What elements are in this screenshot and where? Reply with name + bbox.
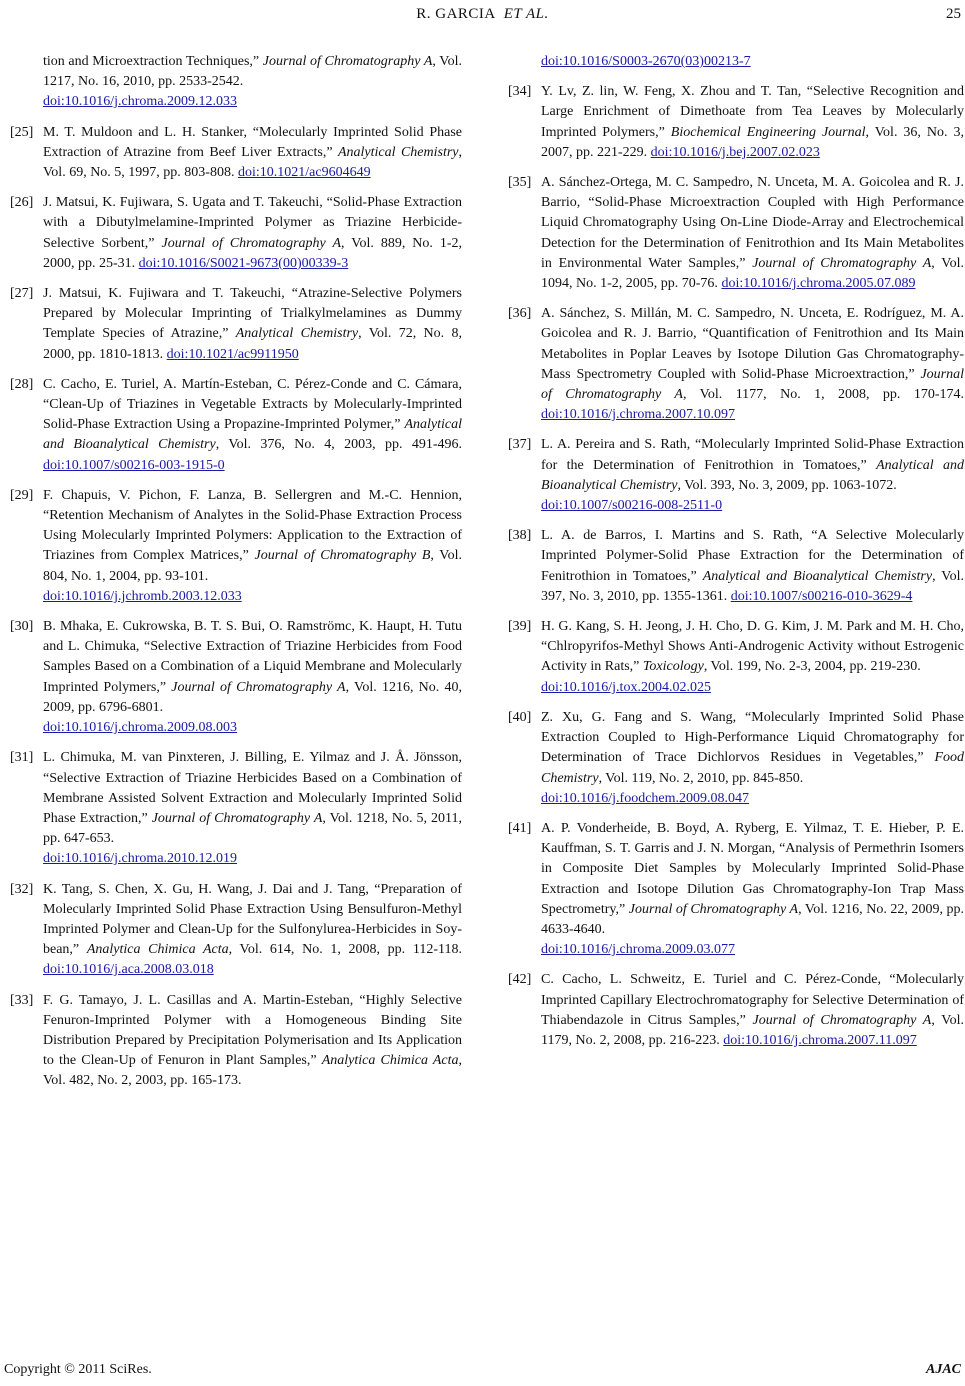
reference-entry: [10, 52, 462, 113]
reference-number: [35]: [508, 175, 532, 191]
doi-link[interactable]: doi:10.1016/j.chroma.2009.12.033: [43, 94, 238, 110]
page-footer: [4, 1362, 961, 1382]
reference-journal: Journal of Chromatography A: [151, 810, 323, 826]
reference-number: [39]: [508, 619, 532, 635]
right-column: [508, 52, 964, 1061]
reference-entry: [508, 82, 964, 163]
reference-journal: Journal of Chromatography A: [541, 366, 964, 403]
doi-link[interactable]: doi:10.1007/s00216-010-3629-4: [730, 588, 913, 604]
reference-details: , Vol. 397, No. 3, 2010, pp. 1355-1361.: [541, 568, 964, 604]
reference-number: [41]: [508, 820, 532, 836]
reference-entry: [508, 173, 964, 294]
reference-journal: Analytical and Bioanalytical Chemistry: [541, 457, 964, 493]
reference-authors-title: J. Matsui, K. Fujiwara and T. Takeuchi, “Atrazine-Selective Polymers Prepared by Molecular Imprinting of Trialkylmelamines as Dummy Template Species of Atrazine,”: [43, 286, 462, 342]
reference-authors-title: tion and Microextraction Techniques,”: [43, 54, 263, 69]
reference-authors-title: Z. Xu, G. Fang and S. Wang, “Molecularly Imprinted Solid Phase Extraction Coupled to High-Performance Liquid Chromatography for Determination of Trace Dichlorvos Residues in Vegetables,”: [541, 709, 964, 766]
reference-authors-title: A. Sánchez, S. Millán, M. C. Sampedro, N. Unceta, E. Rodríguez, M. A. Goicolea and R. J. Barrio, “Quantification of Fenitrothion and Its Main Metabolites in Poplar Leaves by Isotope Dilution Gas Chromatography-Mass Spectrometry Coupled with Solid-Phase Microextraction,”: [541, 306, 964, 382]
doi-link[interactable]: doi:10.1016/j.chroma.2009.03.077: [541, 942, 736, 958]
reference-authors-title: K. Tang, S. Chen, X. Gu, H. Wang, J. Dai and J. Tang, “Preparation of Molecularly Imprinted Solid Phase Extraction Using Bensulfuron-Methyl Imprinted Polymer and Clean-Up for the Sulfonylurea-Herbicides in Soybean,”: [43, 881, 462, 958]
reference-details: , Vol. 393, No. 3, 2009, pp. 1063-1072.: [677, 477, 897, 493]
reference-authors-title: J. Matsui, K. Fujiwara, S. Ugata and T. Takeuchi, “Solid-Phase Extraction with a Dibutylmelamine-Imprinted Polymer as Triazine Herbicide-Selective Sorbent,”: [43, 195, 462, 251]
doi-link[interactable]: doi:10.1016/j.aca.2008.03.018: [43, 962, 214, 978]
reference-details: , Vol. 1094, No. 1-2, 2005, pp. 70-76.: [541, 255, 964, 292]
reference-entry: [508, 52, 964, 72]
reference-journal: Journal of Chromatography A: [262, 54, 433, 69]
reference-number: [25]: [10, 124, 34, 140]
doi-link[interactable]: doi:10.1016/j.chroma.2009.08.003: [43, 720, 238, 736]
reference-journal: Journal of Chromatography A: [628, 901, 799, 917]
reference-authors-title: C. Cacho, E. Turiel, A. Martín-Esteban, C. Pérez-Conde and C. Cámara, “Clean-Up of Triazines in Vegetable Extracts by Molecularly-Imprinted Solid-Phase Extraction Using a Propazine-Imprinted Polymer,”: [43, 376, 462, 433]
reference-entry: [10, 193, 462, 274]
page-number: 25: [946, 6, 961, 22]
reference-number: [29]: [10, 487, 34, 503]
reference-number: [28]: [10, 376, 34, 392]
reference-authors-title: A. P. Vonderheide, B. Boyd, A. Ryberg, E. Yilmaz, T. E. Hieber, P. E. Kauffman, S. T. Garris and J. N. Morgan, “Analysis of Permethrin Isomers in Composite Diet Samples by Molecularly Imprinted Solid-Phase Extraction and Isotope Dilution Gas Chromatography-Ion Trap Mass Spectrometry,”: [541, 820, 964, 917]
reference-details: , Vol. 199, No. 2-3, 2004, pp. 219-230.: [703, 659, 921, 675]
reference-journal: Analytical Chemistry: [235, 326, 359, 342]
reference-details: , Vol. 1177, No. 1, 2008, pp. 170-174.: [682, 387, 964, 403]
left-column: [10, 52, 462, 1102]
reference-number: [37]: [508, 437, 532, 453]
reference-entry: [10, 284, 462, 365]
reference-authors-title: L. A. Pereira and S. Rath, “Molecularly Imprinted Solid-Phase Extraction for the Determination of Fenitrothion in Tomatoes,”: [541, 437, 964, 473]
reference-journal: Analytical and Bioanalytical Chemistry: [702, 568, 933, 584]
reference-authors-title: C. Cacho, L. Schweitz, E. Turiel and C. Pérez-Conde, “Molecularly Imprinted Capillary Electrochromatography for Selective Determination of Thiabendazole in Citrus Samples,”: [541, 972, 964, 1028]
reference-number: [33]: [10, 992, 34, 1008]
doi-link[interactable]: doi:10.1016/j.chroma.2007.11.097: [723, 1032, 917, 1048]
reference-journal: Journal of Chromatography A: [752, 255, 932, 271]
journal-abbreviation: AJAC: [925, 1362, 961, 1377]
reference-number: [26]: [10, 195, 34, 211]
reference-authors-title: Y. Lv, Z. lin, W. Feng, X. Zhou and T. Tan, “Selective Recognition and Large Enrichment of Dimethoate from Tea Leaves by Molecularly Imprinted Polymers,”: [541, 84, 964, 140]
doi-link[interactable]: doi:10.1016/S0003-2670(03)00213-7: [541, 54, 751, 69]
reference-details: , Vol. 376, No. 4, 2003, pp. 491-496.: [215, 437, 462, 453]
reference-number: [42]: [508, 972, 532, 988]
reference-authors-title: L. Chimuka, M. van Pinxteren, J. Billing, E. Yilmaz and J. Å. Jönsson, “Selective Extraction of Triazine Herbicides Based on a Combination of Membrane Assisted Solvent Extraction and Molecularly Imprinted Solid Phase Extraction,”: [43, 750, 462, 826]
reference-journal: Journal of Chromatography B: [254, 548, 431, 564]
doi-link[interactable]: doi:10.1021/ac9604649: [237, 165, 371, 181]
reference-journal: Analytical and Bioanalytical Chemistry: [43, 417, 462, 453]
reference-authors-title: H. G. Kang, S. H. Jeong, J. H. Cho, D. G. Kim, J. M. Park and M. H. Cho, “Chlropyrifos-Methyl Shows Anti-Androgenic Activity without Estrogenic Activity in Rats,”: [541, 619, 964, 675]
reference-entry: [10, 375, 462, 476]
reference-entry: [10, 617, 462, 738]
reference-number: [27]: [10, 286, 34, 302]
reference-journal: Toxicology: [642, 659, 704, 675]
reference-entry: [508, 526, 964, 607]
reference-number: [31]: [10, 750, 34, 766]
reference-number: [36]: [508, 306, 532, 322]
doi-link[interactable]: doi:10.1016/j.chroma.2005.07.089: [721, 276, 916, 292]
reference-journal: Analytica Chimica Acta: [321, 1053, 459, 1069]
reference-entry: [10, 991, 462, 1092]
reference-number: [34]: [508, 84, 532, 100]
reference-journal: Analytical Chemistry: [337, 144, 459, 160]
running-author: R. GARCIA: [416, 6, 496, 22]
reference-authors-title: B. Mhaka, E. Cukrowska, B. T. S. Bui, O. Ramströmc, K. Haupt, H. Tutu and L. Chimuka, “Selective Extraction of Triazine Herbicides from Food Samples Based on a Combination of a Liquid Membrane and Molecularly Imprinted Polymers,”: [43, 619, 462, 695]
reference-entry: [508, 435, 964, 516]
reference-entry: [508, 819, 964, 960]
doi-link[interactable]: doi:10.1016/j.foodchem.2009.08.047: [541, 790, 750, 806]
reference-journal: Journal of Chromatography A: [171, 679, 346, 695]
doi-link[interactable]: doi:10.1016/j.bej.2007.02.023: [650, 144, 820, 160]
reference-authors-title: M. T. Muldoon and L. H. Stanker, “Molecularly Imprinted Solid Phase Extraction of Atrazine from Beef Liver Extracts,”: [43, 124, 462, 160]
reference-details: , Vol. 1217, No. 16, 2010, pp. 2533-2542.: [43, 54, 462, 90]
running-etal: ET AL.: [503, 6, 549, 22]
reference-journal: Food Chemistry: [541, 750, 964, 786]
reference-number: [38]: [508, 528, 532, 544]
reference-journal: Biochemical Engineering Journal: [670, 124, 866, 140]
reference-entry: [508, 617, 964, 698]
doi-link[interactable]: doi:10.1016/S0021-9673(00)00339-3: [138, 255, 349, 271]
doi-link[interactable]: doi:10.1016/j.chroma.2007.10.097: [541, 407, 736, 423]
reference-journal: Journal of Chromatography A: [161, 235, 341, 251]
doi-link[interactable]: doi:10.1016/j.jchromb.2003.12.033: [43, 588, 242, 604]
reference-entry: [10, 486, 462, 607]
running-header: [0, 6, 965, 30]
reference-entry: [10, 880, 462, 981]
reference-number: [30]: [10, 619, 34, 635]
reference-details: , Vol. 1218, No. 5, 2011, pp. 647-653.: [43, 810, 463, 847]
reference-journal: Analytica Chimica Acta: [86, 942, 229, 958]
doi-link[interactable]: doi:10.1016/j.chroma.2010.12.019: [43, 851, 238, 867]
copyright-notice: Copyright © 2011 SciRes.: [4, 1362, 152, 1377]
reference-details: , Vol. 804, No. 1, 2004, pp. 93-101.: [43, 548, 462, 584]
reference-authors-title: F. Chapuis, V. Pichon, F. Lanza, B. Sellergren and M.-C. Hennion, “Retention Mechanism of Analytes in the Solid-Phase Extraction Process Using Molecularly Imprinted Polymers: Application to the Extraction of Triazines from Complex Matrices,”: [43, 487, 462, 564]
reference-details: , Vol. 1216, No. 22, 2009, pp. 4633-4640.: [541, 901, 964, 937]
reference-entry: [508, 970, 964, 1051]
reference-details: , Vol. 482, No. 2, 2003, pp. 165-173.: [43, 1053, 462, 1089]
reference-details: , Vol. 614, No. 1, 2008, pp. 112-118.: [228, 942, 462, 958]
reference-authors-title: A. Sánchez-Ortega, M. C. Sampedro, N. Unceta, M. A. Goicolea and R. J. Barrio, “Solid-Phase Microextraction Coupled with High Performance Liquid Chromatography Using On-Line Diode-Array and Electrochemical Detection for the Determination of Fenitrothion and Its Main Metabolites in Environmental Water Samples,”: [541, 175, 964, 271]
reference-number: [32]: [10, 881, 34, 897]
reference-entry: [508, 304, 964, 425]
reference-details: , Vol. 36, No. 3, 2007, pp. 221-229.: [541, 124, 965, 160]
reference-details: , Vol. 1179, No. 2, 2008, pp. 216-223.: [541, 1012, 964, 1048]
reference-entry: [508, 708, 964, 809]
reference-entry: [10, 123, 462, 184]
reference-journal: Journal of Chromatography A: [752, 1012, 932, 1028]
reference-details: , Vol. 1216, No. 40, 2009, pp. 6796-6801.: [43, 679, 462, 715]
running-title: [0, 6, 965, 23]
reference-details: , Vol. 72, No. 8, 2000, pp. 1810-1813.: [43, 326, 462, 362]
reference-details: , Vol. 69, No. 5, 1997, pp. 803-808.: [43, 144, 463, 181]
doi-link[interactable]: doi:10.1007/s00216-008-2511-0: [541, 498, 723, 514]
reference-authors-title: F. G. Tamayo, J. L. Casillas and A. Martin-Esteban, “Highly Selective Fenuron-Imprinted Polymer with a Homogeneous Binding Site Distribution Prepared by Precipitation Polymerisation and Its Application to the Clean-Up of Fenuron in Plant Samples,”: [43, 992, 462, 1069]
reference-authors-title: L. A. de Barros, I. Martins and S. Rath, “A Selective Molecularly Imprinted Polymer-Solid Phase Extraction for the Determination of Fenitrothion in Tomatoes,”: [541, 528, 964, 584]
reference-details: , Vol. 119, No. 2, 2010, pp. 845-850.: [598, 770, 804, 786]
doi-link[interactable]: doi:10.1016/j.tox.2004.02.025: [541, 679, 711, 695]
reference-details: , Vol. 889, No. 1-2, 2000, pp. 25-31.: [43, 235, 463, 271]
doi-link[interactable]: doi:10.1007/s00216-003-1915-0: [43, 457, 225, 473]
doi-link[interactable]: doi:10.1021/ac9911950: [166, 346, 299, 362]
reference-entry: [10, 748, 462, 869]
reference-number: [40]: [508, 709, 532, 725]
